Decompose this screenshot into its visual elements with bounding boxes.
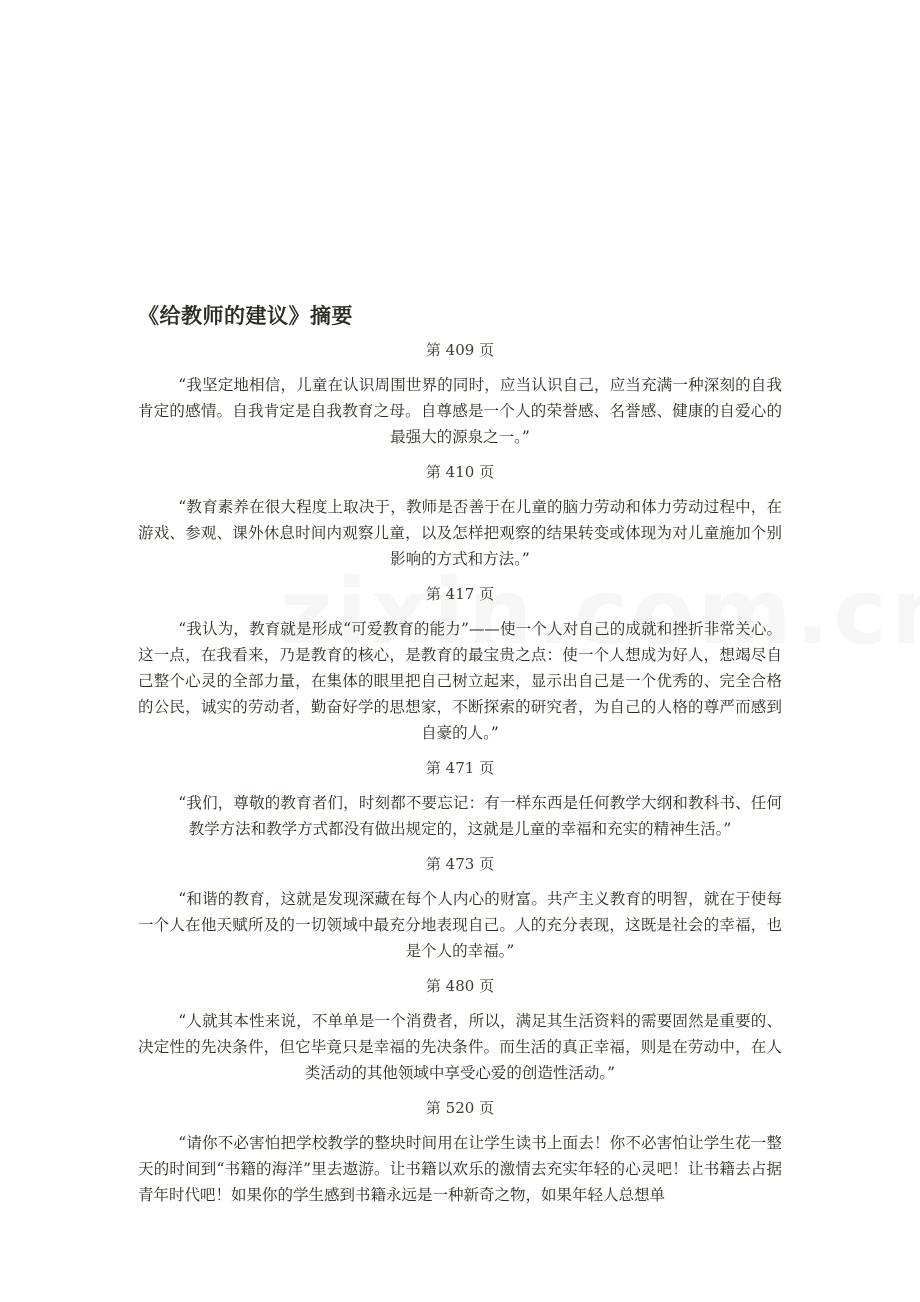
page-reference: 第 417 页 [425, 585, 495, 603]
page-reference: 第 409 页 [425, 341, 495, 359]
quote-paragraph: “请你不必害怕把学校教学的整块时间用在让学生读书上面去！你不必害怕让学生花一整天的时间到“书籍的海洋”里去遨游。让书籍以欢乐的激情去充实年轻的心灵吧！让书籍去占据青年时代吧！如果你的学生感到书籍永远是一种新奇之物，如果年轻人总想单 [138, 1134, 782, 1204]
page-reference: 第 473 页 [425, 855, 495, 873]
quote-paragraph: “教育素养在很大程度上取决于，教师是否善于在儿童的脑力劳动和体力劳动过程中，在游戏、参观、课外休息时间内观察儿童，以及怎样把观察的结果转变或体现为对儿童施加个别影响的方式和方法。” [138, 498, 782, 568]
document-body [138, 338, 782, 1218]
page-reference: 第 410 页 [425, 463, 495, 481]
page-reference: 第 471 页 [425, 759, 495, 777]
page-reference: 第 480 页 [425, 977, 495, 995]
page-reference: 第 520 页 [425, 1099, 495, 1117]
document-title: 《给教师的建议》摘要 [138, 304, 353, 328]
quote-paragraph: “我坚定地相信，儿童在认识周围世界的同时，应当认识自己，应当充满一种深刻的自我肯定的感情。自我肯定是自我教育之母。自尊感是一个人的荣誉感、名誉感、健康的自爱心的最强大的源泉之一。” [138, 376, 782, 446]
quote-paragraph: “人就其本性来说，不单单是一个消费者，所以，满足其生活资料的需要固然是重要的、决定性的先决条件，但它毕竟只是幸福的先决条件。而生活的真正幸福，则是在劳动中，在人类活动的其他领域中享受心爱的创造性活动。” [138, 1012, 782, 1082]
quote-paragraph: “我们，尊敬的教育者们，时刻都不要忘记：有一样东西是任何教学大纲和教科书、任何教学方法和教学方式都没有做出规定的，这就是儿童的幸福和充实的精神生活。” [178, 794, 782, 838]
quote-paragraph: “和谐的教育，这就是发现深藏在每个人内心的财富。共产主义教育的明智，就在于使每一个人在他天赋所及的一切领域中最充分地表现自己。人的充分表现，这既是社会的幸福，也是个人的幸福。” [138, 890, 782, 960]
quote-paragraph: “我认为，教育就是形成“可爱教育的能力”——使一个人对自己的成就和挫折非常关心。这一点，在我看来，乃是教育的核心，是教育的最宝贵之点：使一个人想成为好人，想竭尽自己整个心灵的全部力量，在集体的眼里把自己树立起来，显示出自己是一个优秀的、完全合格的公民，诚实的劳动者，勤奋好学的思想家，不断探索的研究者，为自己的人格的尊严而感到自豪的人。” [138, 620, 782, 742]
